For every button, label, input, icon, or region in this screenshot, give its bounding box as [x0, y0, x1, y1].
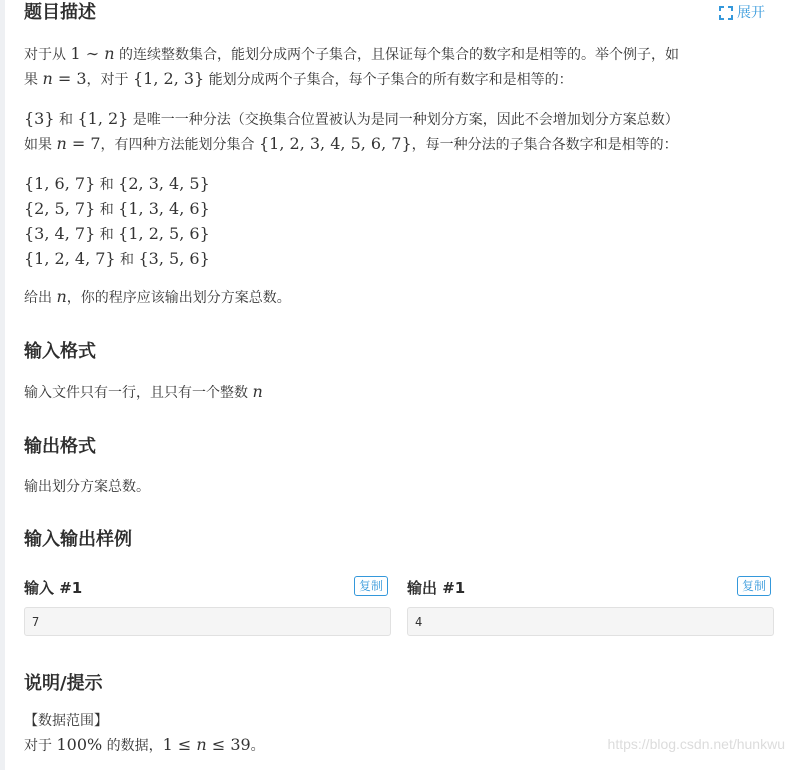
partition-row: {3, 4, 7} 和 {1, 2, 5, 6} [24, 224, 210, 243]
description-line: 对于从 1 ∼ n 的连续整数集合，能划分成两个子集合，且保证每个集合的数字和是相等的。举个例子，如 [24, 44, 679, 63]
expand-label: 展开 [737, 5, 765, 21]
sample-input-label: 输入 #1 [24, 579, 83, 597]
sample-output-label: 输出 #1 [407, 579, 466, 597]
partition-list [24, 172, 779, 272]
description-line: 果 n = 3，对于 {1, 2, 3} 能划分成两个子集合，每个子集合的所有数字和是相等的： [24, 69, 573, 88]
samples-heading: 输入输出样例 [24, 529, 132, 550]
watermark: https://blog.csdn.net/hunkwu [607, 736, 785, 752]
range-text: 对于 100% 的数据，1 ≤ n ≤ 39。 [24, 735, 265, 754]
sample-output-box[interactable]: 4 [407, 607, 774, 636]
partition-row: {1, 6, 7} 和 {2, 3, 4, 5} [24, 174, 210, 193]
output-format-section [24, 435, 779, 499]
input-format-text: 输入文件只有一行，且只有一个整数 n [24, 382, 263, 401]
expand-icon [719, 6, 733, 20]
description-line: {3} 和 {1, 2} 是唯一一种分法（交换集合位置被认为是同一种划分方案，因此不会增加划分方案总数） [24, 109, 679, 128]
hint-heading: 说明/提示 [24, 673, 103, 694]
range-label: 【数据范围】 [24, 713, 108, 729]
output-format-text: 输出划分方案总数。 [24, 479, 150, 495]
sample-input-box[interactable]: 7 [24, 607, 391, 636]
copy-output-button[interactable]: 复制 [737, 576, 771, 596]
partition-row: {2, 5, 7} 和 {1, 3, 4, 6} [24, 199, 210, 218]
description-example [24, 107, 779, 157]
description-task [24, 285, 779, 310]
copy-input-button[interactable]: 复制 [354, 576, 388, 596]
description [24, 42, 779, 92]
input-format-section [24, 340, 779, 405]
input-format-heading: 输入格式 [24, 341, 96, 362]
output-format-heading: 输出格式 [24, 436, 96, 457]
page-title: 题目描述 [24, 2, 96, 23]
description-line: 给出 n，你的程序应该输出划分方案总数。 [24, 287, 291, 306]
left-border [0, 0, 5, 770]
expand-button[interactable] [719, 3, 765, 23]
partition-row: {1, 2, 4, 7} 和 {3, 5, 6} [24, 249, 210, 268]
description-line: 如果 n = 7，有四种方法能划分集合 {1, 2, 3, 4, 5, 6, 7}，每一种分法的子集合各数字和是相等的： [24, 134, 678, 153]
